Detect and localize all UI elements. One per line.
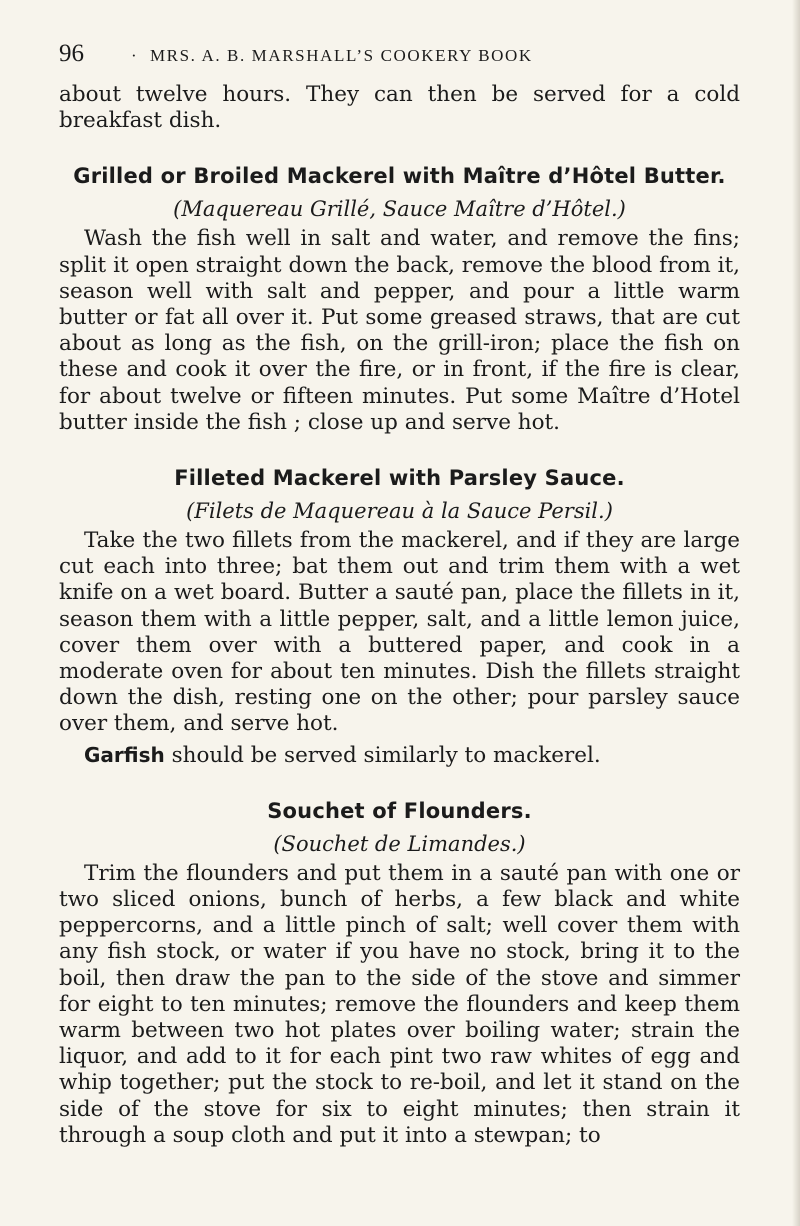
recipe-subtitle: (Maquereau Grillé, Sauce Maître d’Hôtel.) [173, 197, 626, 222]
header-separator: · [131, 46, 139, 65]
running-title-text: MRS. A. B. MARSHALL’S COOKERY BOOK [149, 46, 533, 65]
recipe-title: Grilled or Broiled Mackerel with Maître d’Hôtel Butter. [73, 164, 726, 189]
page-edge-shadow [792, 0, 800, 1226]
recipe-filleted-mackerel [59, 464, 740, 769]
text-column [59, 82, 740, 1149]
recipe-subtitle: (Souchet de Limandes.) [273, 831, 526, 856]
recipe-body: Take the two fillets from the mackerel, and if they are large cut each into three; bat them out and trim them with a wet knife on a wet board. Butter a sauté pan, place the fillets in it, season them with a little pepper, salt, and a little lemon juice, cover them over with a buttered paper, and cook in a moderate oven for about ten minutes. Dish the fillets straight down the dish, resting one on the other; pour parsley sauce over them, and serve hot. [59, 528, 740, 737]
recipe-subtitle: (Filets de Maquereau à la Sauce Persil.) [186, 499, 613, 524]
recipe-title: Filleted Mackerel with Parsley Sauce. [174, 466, 625, 491]
recipe-body: Trim the flounders and put them in a sauté pan with one or two sliced onions, bunch of herbs, a few black and white peppercorns, and a little pinch of salt; well cover them with any fish stock, or water if you have no stock, bring it to the boil, then draw the pan to the side of the stove and simmer for eight to ten minutes; remove the flounders and keep them warm between two hot plates over boiling water; strain the liquor, and add to it for each pint two raw whites of egg and whip together; put the stock to re-boil, and let it stand on the side of the stove for six to eight minutes; then strain it through a soup cloth and put it into a stewpan; to [59, 860, 740, 1148]
garfish-note-text: should be served similarly to mackerel. [164, 742, 601, 768]
page-number: 96 [59, 40, 84, 67]
garfish-note-lead: Garfish [84, 742, 165, 767]
running-head [59, 40, 740, 70]
garfish-note [59, 742, 740, 769]
recipe-grilled-mackerel [59, 162, 740, 436]
intro-paragraph: about twelve hours. They can then be served for a cold breakfast dish. [59, 82, 740, 134]
running-title [131, 46, 533, 66]
recipe-body: Wash the fish well in salt and water, and remove the fins; split it open straight down the back, remove the blood from it, season well with salt and pepper, and pour a little warm butter or fat all over it. Put some greased straws, that are cut about as long as the fish, on the grill-iron; place the fish on these and cook it over the fire, or in front, if the fire is clear, for about twelve or fifteen minutes. Put some Maître d’Hotel butter inside the fish ; close up and serve hot. [59, 226, 740, 435]
recipe-title: Souchet of Flounders. [267, 798, 532, 823]
recipe-souchet-flounders [59, 797, 740, 1149]
